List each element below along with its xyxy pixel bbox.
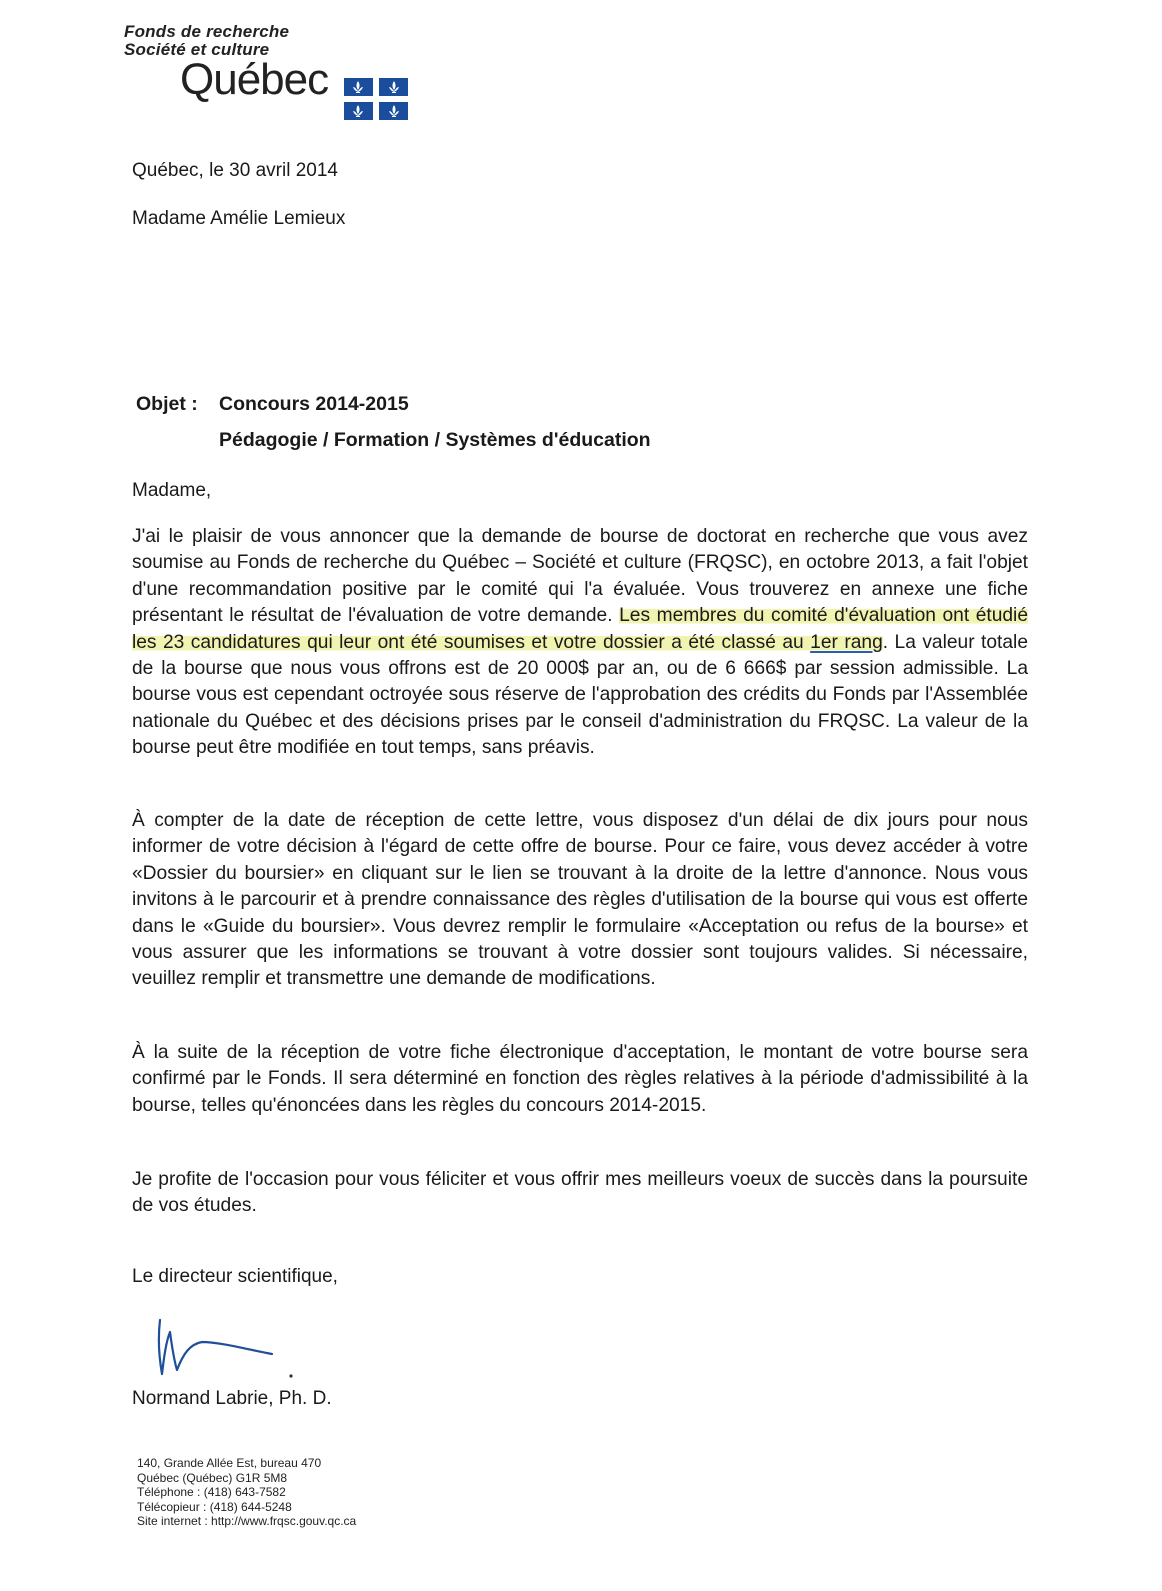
closing: Le directeur scientifique,: [132, 1266, 338, 1287]
handwritten-signature: [150, 1312, 300, 1382]
logo-line-3: Québec: [180, 55, 329, 104]
footer-fax: Télécopieur : (418) 644-5248: [137, 1499, 292, 1514]
highlighted-sentence: Les membres du comité d'évaluation ont étudié les 23 candidatures qui leur ont été soumises et votre dossier a été classé au: [132, 605, 1028, 653]
recipient: Madame Amélie Lemieux: [132, 208, 346, 229]
paragraph-2: À compter de la date de réception de cette lettre, vous disposez d'un délai de dix jours pour nous informer de votre décision à l'égard de cette offre de bourse. Pour ce faire, vous devez accéder à votre «Dossier du boursier» en cliquant sur le lien se trouvant à la droite de la lettre d'annonce. Nous vous invitons à le parcourir et à prendre connaissance des règles d'utilisation de la bourse qui vous est offerte dans le «Guide du boursier». Vous devrez remplir le formulaire «Acceptation ou refus de la bourse» et vous assurer que les informations se trouvant à votre dossier sont toujours valides. Si nécessaire, veuillez remplir et transmettre une demande de modifications.: [132, 810, 1028, 990]
logo-line-2: Société et culture: [124, 40, 270, 59]
paragraph-4: Je profite de l'occasion pour vous féliciter et vous offrir mes meilleurs voeux de succès dans la poursuite de vos études.: [132, 1169, 1028, 1217]
quebec-flag-icon: [344, 78, 408, 120]
salutation: Madame,: [132, 480, 212, 501]
footer-street: 140, Grande Allée Est, bureau 470: [137, 1456, 322, 1470]
footer-city: Québec (Québec) G1R 5M8: [137, 1470, 288, 1485]
logo-line-1: Fonds de recherche: [124, 22, 290, 41]
paragraph-1-intro: J'ai le plaisir de vous annoncer que la demande de bourse de doctorat en recherche que vous avez soumise au Fonds de recherche du Québec – Société et culture (FRQSC), en octobre 2013, a fait l'objet d'une recommandation positive par le comité qui l'a évaluée. Vous trouverez en annexe une fiche présentant le résultat de l'évaluation de votre demande.: [132, 526, 1028, 627]
paragraph-1: [132, 524, 1028, 762]
signer-name: Normand Labrie, Ph. D.: [132, 1388, 332, 1409]
subject-label: Objet :: [136, 393, 198, 415]
footer-address: [137, 1456, 356, 1529]
paragraph-3: À la suite de la réception de votre fiche électronique d'acceptation, le montant de votre bourse sera confirmé par le Fonds. Il sera déterminé en fonction des règles relatives à la période d'admissibilité à la bourse, telles qu'énoncées dans les règles du concours 2014-2015.: [132, 1042, 1028, 1116]
footer-phone: Téléphone : (418) 643-7582: [137, 1485, 286, 1499]
footer-website: Site internet : http://www.frqsc.gouv.qc.ca: [137, 1514, 357, 1528]
underlined-rank: 1er rang: [810, 631, 883, 653]
subject-block: [136, 386, 651, 458]
letterhead-logo: [124, 22, 424, 108]
subject-line-2: Pédagogie / Formation / Systèmes d'éducation: [219, 429, 651, 451]
letter-date: Québec, le 30 avril 2014: [132, 160, 338, 181]
paragraph-1-rest: . La valeur totale de la bourse que nous vous offrons est de 20 000$ par an, ou de 6 666$ par session admissible. La bourse vous est cependant octroyée sous réserve de l'approbation des crédits du Fonds par l'Assemblée nationale du Québec et des décisions prises par le conseil d'administration du FRQSC. La valeur de la bourse peut être modifiée en tout temps, sans préavis.: [132, 631, 1028, 759]
subject-line-1: Concours 2014-2015: [219, 393, 409, 415]
